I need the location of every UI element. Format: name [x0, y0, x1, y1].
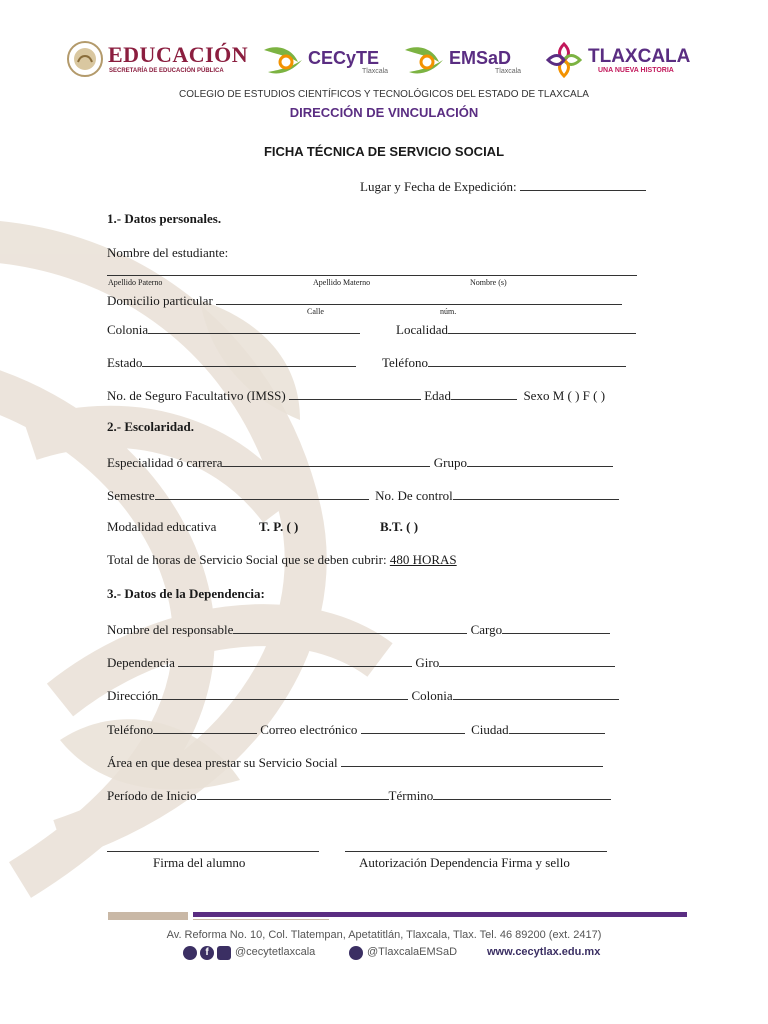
area-row	[107, 753, 603, 771]
section-personal: 1.- Datos personales.	[107, 211, 222, 226]
correo-label: Correo electrónico	[260, 722, 358, 737]
responsable-label: Nombre del responsable	[107, 622, 234, 637]
colonia-field[interactable]	[148, 320, 360, 334]
social-handle-cecyte[interactable]: @cecytetlaxcala	[235, 946, 316, 958]
colonia2-label: Colonia	[411, 688, 453, 703]
mexico-seal-icon	[66, 40, 104, 78]
telefono-row	[382, 353, 626, 371]
emsad-leaf-icon	[403, 42, 451, 80]
dependencia-field[interactable]	[178, 653, 412, 667]
colonia2-field[interactable]	[453, 686, 619, 700]
college-name: COLEGIO DE ESTUDIOS CIENTÍFICOS Y TECNOLÓGICOS DEL ESTADO DE TLAXCALA	[179, 89, 589, 100]
periodo-row	[107, 786, 611, 804]
responsable-row	[107, 620, 610, 638]
student-name-label: Nombre del estudiante:	[107, 245, 229, 260]
cecyte-leaf-icon	[262, 42, 310, 80]
firma-dependencia-line[interactable]	[345, 851, 607, 852]
tlaxcala-flower-icon	[546, 42, 582, 78]
horas-value: 480 HORAS	[389, 552, 457, 567]
area-label: Área en que desea prestar su Servicio Social	[107, 755, 338, 770]
instagram-icon[interactable]	[217, 946, 231, 960]
grupo-label: Grupo	[433, 455, 467, 470]
bt-option[interactable]: B.T. ( )	[380, 519, 419, 534]
section-escolaridad: 2.- Escolaridad.	[107, 419, 195, 434]
periodo-field[interactable]	[197, 786, 389, 800]
seguro-row	[107, 386, 605, 404]
localidad-row	[396, 320, 636, 338]
apellido-materno-caption: Apellido Materno	[313, 278, 371, 287]
modalidad-label: Modalidad educativa	[107, 519, 217, 534]
telefono-label: Teléfono	[382, 355, 429, 370]
control-label: No. De control	[375, 488, 453, 503]
telefono2-row	[107, 720, 605, 738]
twitter-icon[interactable]	[183, 946, 197, 960]
place-date-field[interactable]	[520, 177, 646, 191]
domicilio-field[interactable]	[216, 291, 622, 305]
tlaxcala-logo-subtitle: UNA NUEVA HISTORIA	[598, 67, 674, 74]
giro-label: Giro	[415, 655, 440, 670]
tlaxcala-logo-title: TLAXCALA	[588, 46, 691, 67]
grupo-field[interactable]	[467, 453, 613, 467]
ciudad-field[interactable]	[509, 720, 605, 734]
place-date-row	[360, 177, 646, 195]
twitter-icon-2[interactable]	[349, 946, 363, 960]
especialidad-field[interactable]	[222, 453, 430, 467]
semestre-label: Semestre	[107, 488, 155, 503]
direccion-field[interactable]	[158, 686, 408, 700]
telefono2-field[interactable]	[153, 720, 257, 734]
domicilio-label: Domicilio particular	[107, 293, 213, 308]
department-title: DIRECCIÓN DE VINCULACIÓN	[289, 105, 479, 120]
responsable-field[interactable]	[233, 620, 467, 634]
edad-field[interactable]	[451, 386, 517, 400]
edad-label: Edad	[424, 388, 451, 403]
colonia-label: Colonia	[107, 322, 149, 337]
cecyte-logo-title: CECyTE	[308, 48, 380, 68]
estado-row	[107, 353, 356, 371]
semestre-field[interactable]	[155, 486, 369, 500]
sep-logo-subtitle: SECRETARÍA DE EDUCACIÓN PÚBLICA	[109, 68, 224, 74]
control-field[interactable]	[453, 486, 619, 500]
giro-field[interactable]	[439, 653, 615, 667]
form-title: FICHA TÉCNICA DE SERVICIO SOCIAL	[263, 144, 505, 159]
direccion-row	[107, 686, 619, 704]
apellido-paterno-caption: Apellido Paterno	[108, 278, 163, 287]
place-date-label: Lugar y Fecha de Expedición:	[360, 179, 517, 194]
tp-option[interactable]: T. P. ( )	[259, 519, 299, 534]
termino-label: Término	[388, 788, 434, 803]
dependencia-row	[107, 653, 615, 671]
emsad-logo-title: EMSaD	[449, 48, 512, 68]
footer-address: Av. Reforma No. 10, Col. Tlatempan, Apetatitlán, Tlaxcala, Tlax. Tel. 46 89200 (ext. 2417)	[166, 929, 602, 941]
footer-thin-line	[193, 919, 329, 920]
nombre-caption: Nombre (s)	[470, 278, 507, 287]
website-link[interactable]: www.cecytlax.edu.mx	[487, 946, 601, 958]
social-handle-emsad[interactable]: @TlaxcalaEMSaD	[367, 946, 458, 958]
emsad-logo-subtitle: Tlaxcala	[495, 68, 522, 75]
section-dependencia: 3.- Datos de la Dependencia:	[107, 586, 265, 601]
localidad-field[interactable]	[448, 320, 636, 334]
area-field[interactable]	[341, 753, 603, 767]
calle-caption: Calle	[307, 307, 324, 316]
especialidad-row	[107, 453, 613, 471]
estado-field[interactable]	[142, 353, 356, 367]
footer-beige-bar	[108, 912, 188, 920]
firma-dependencia-label: Autorización Dependencia Firma y sello	[359, 855, 570, 870]
dependencia-label: Dependencia	[107, 655, 175, 670]
cargo-label: Cargo	[470, 622, 503, 637]
facebook-icon[interactable]: f	[200, 946, 214, 960]
domicilio-row	[107, 291, 622, 309]
footer-purple-bar	[193, 912, 687, 917]
termino-field[interactable]	[433, 786, 611, 800]
periodo-label: Período de Inicio	[107, 788, 197, 803]
student-name-field[interactable]	[107, 275, 637, 276]
telefono-field[interactable]	[428, 353, 626, 367]
correo-field[interactable]	[361, 720, 465, 734]
colonia-row	[107, 320, 360, 338]
sexo-label[interactable]: Sexo M ( ) F ( )	[523, 388, 606, 403]
cecyte-logo-subtitle: Tlaxcala	[362, 68, 389, 75]
telefono2-label: Teléfono	[107, 722, 154, 737]
especialidad-label: Especialidad ó carrera	[107, 455, 223, 470]
semestre-row	[107, 486, 619, 504]
cargo-field[interactable]	[502, 620, 610, 634]
estado-label: Estado	[107, 355, 143, 370]
ciudad-label: Ciudad	[471, 722, 509, 737]
seguro-field[interactable]	[289, 386, 421, 400]
num-caption: núm.	[440, 307, 457, 316]
direccion-label: Dirección	[107, 688, 159, 703]
firma-alumno-label: Firma del alumno	[153, 855, 246, 870]
firma-alumno-line[interactable]	[107, 851, 319, 852]
seguro-label: No. de Seguro Facultativo (IMSS)	[107, 388, 286, 403]
sep-logo-title: EDUCACIÓN	[108, 42, 249, 67]
localidad-label: Localidad	[396, 322, 448, 337]
horas-label: Total de horas de Servicio Social que se deben cubrir:	[107, 552, 387, 567]
horas-row	[107, 552, 457, 568]
